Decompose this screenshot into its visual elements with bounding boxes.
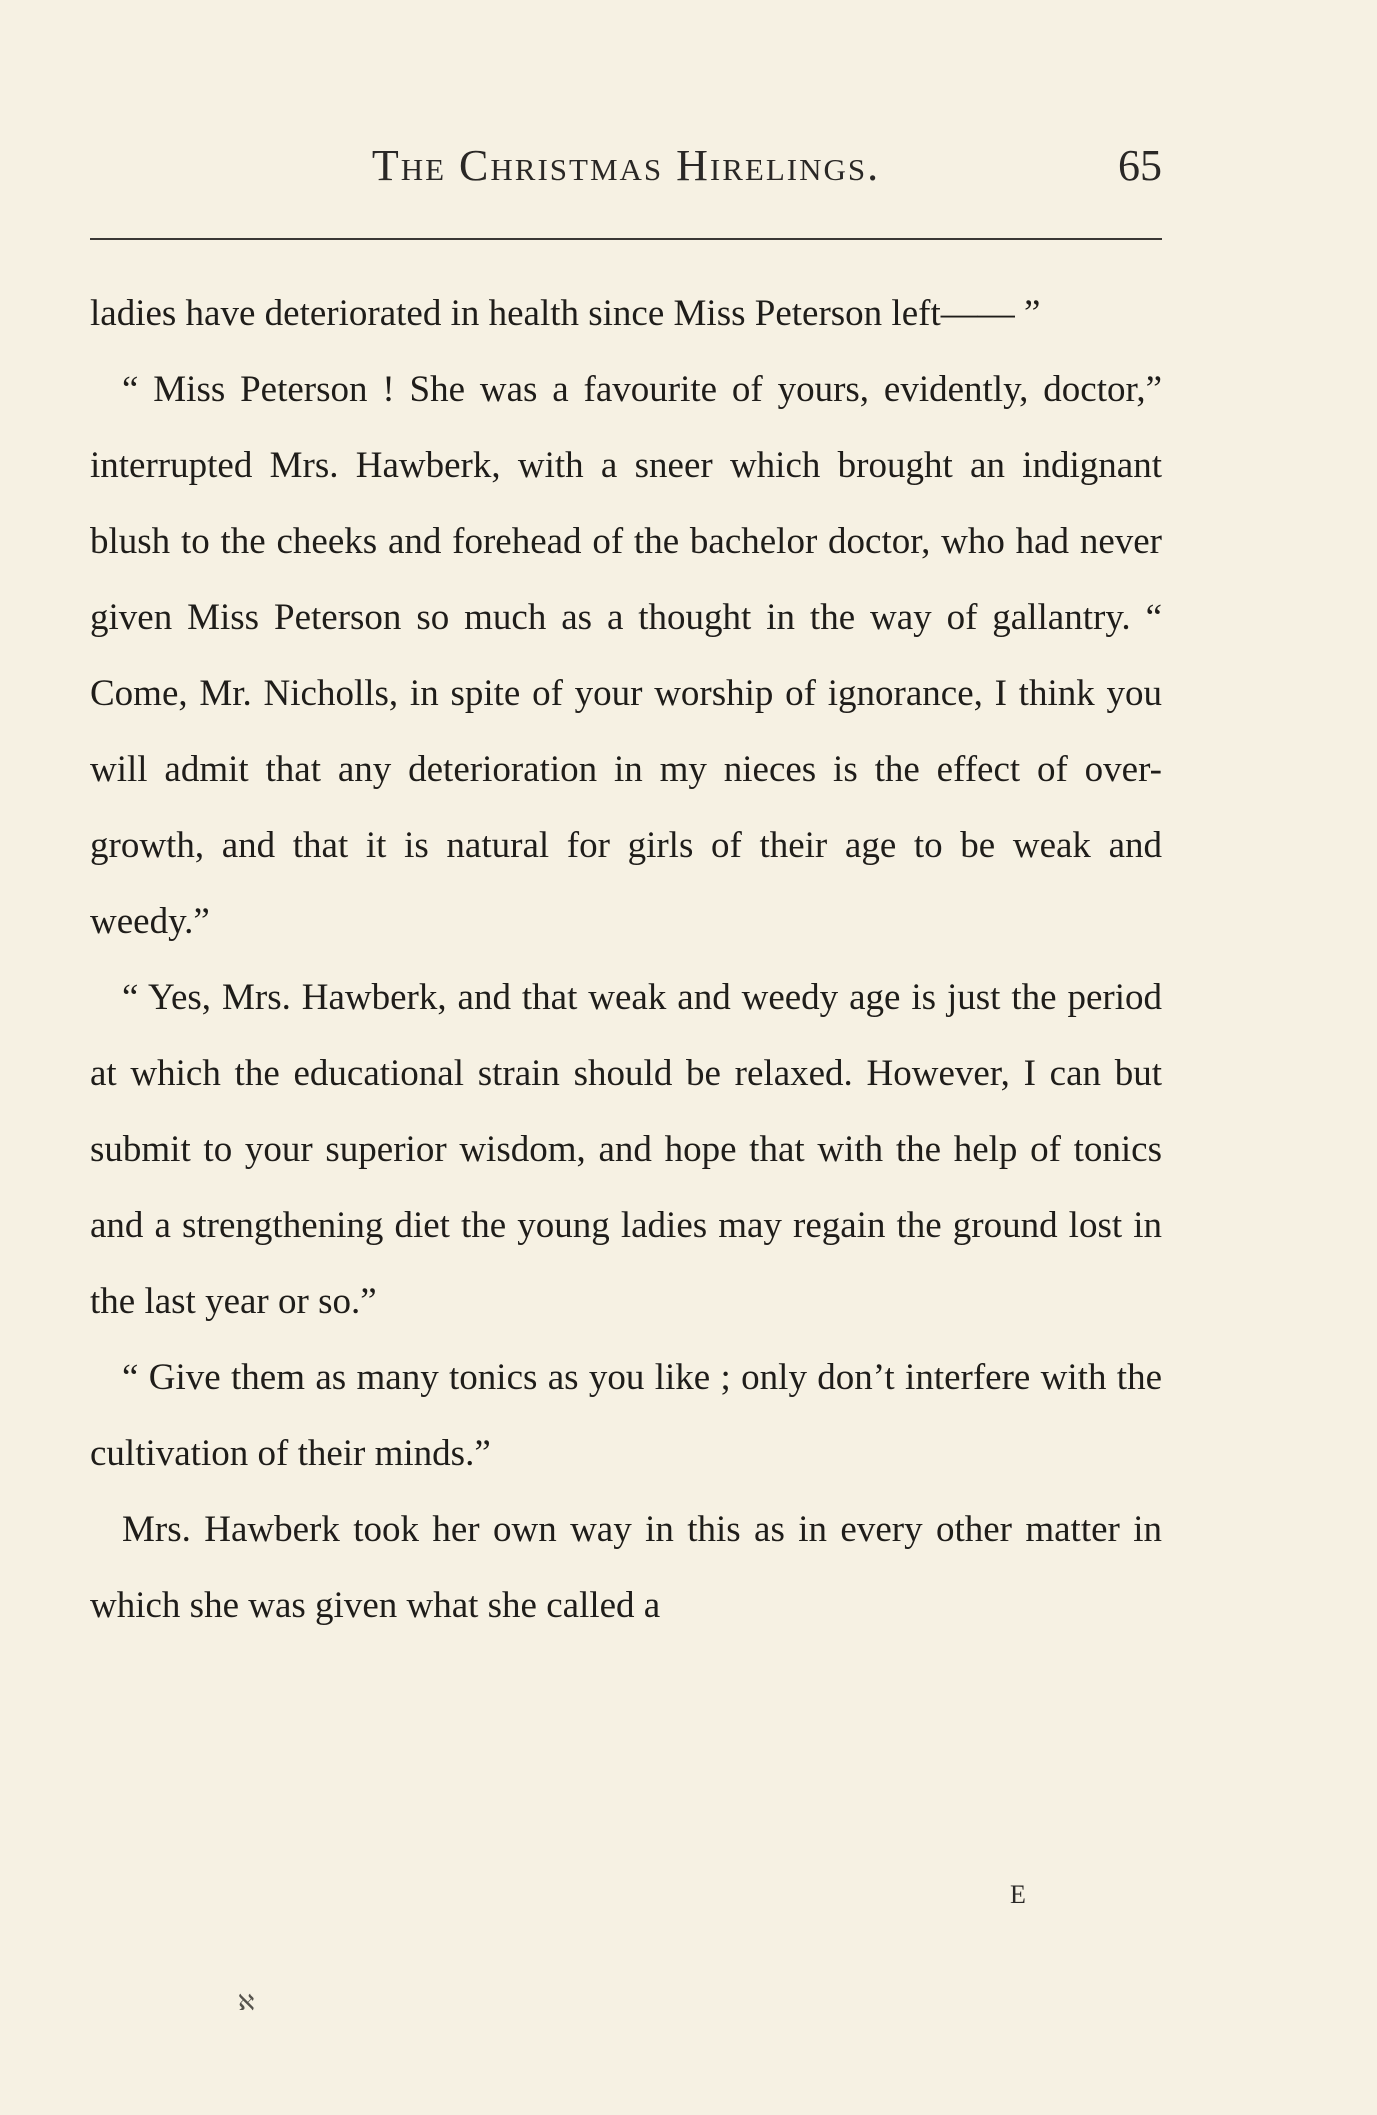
paragraph: Mrs. Hawberk took her own way in this as in every other matter in which she was given what she called a: [90, 1509, 1162, 1626]
paragraph: ladies have deteriorated in health since Miss Peterson left—— ”: [90, 293, 1041, 334]
running-title: The Christmas Hirelings.: [371, 141, 881, 190]
header-rule: [90, 238, 1162, 240]
printer-mark: ℵ: [238, 1990, 255, 2015]
paragraph: “ Yes, Mrs. Hawberk, and that weak and weedy age is just the period at which the educational strain should be relaxed. However, I can but submit to your superior wisdom, and hope that with the help of tonics and a strengthening diet the young ladies may regain the ground lost in the last year or so.”: [90, 977, 1162, 1322]
page-number: 65: [1118, 141, 1162, 190]
paragraph: “ Give them as many tonics as you like ; only don’t interfere with the cultivation of their minds.”: [90, 1357, 1162, 1474]
paragraph: “ Miss Peterson ! She was a favourite of yours, evidently, doctor,” interrupted Mrs. Hawberk, with a sneer which brought an indignant blush to the cheeks and forehead of the bachelor doctor, who had never given Miss Peterson so much as a thought in the way of gallantry. “ Come, Mr. Nicholls, in spite of your worship of ignorance, I think you will admit that any deterioration in my nieces is the effect of over-growth, and that it is natural for girls of their age to be weak and weedy.”: [90, 369, 1162, 942]
body-text: [90, 276, 1162, 1644]
running-head: [90, 140, 1162, 200]
signature-mark: E: [1010, 1880, 1026, 1909]
